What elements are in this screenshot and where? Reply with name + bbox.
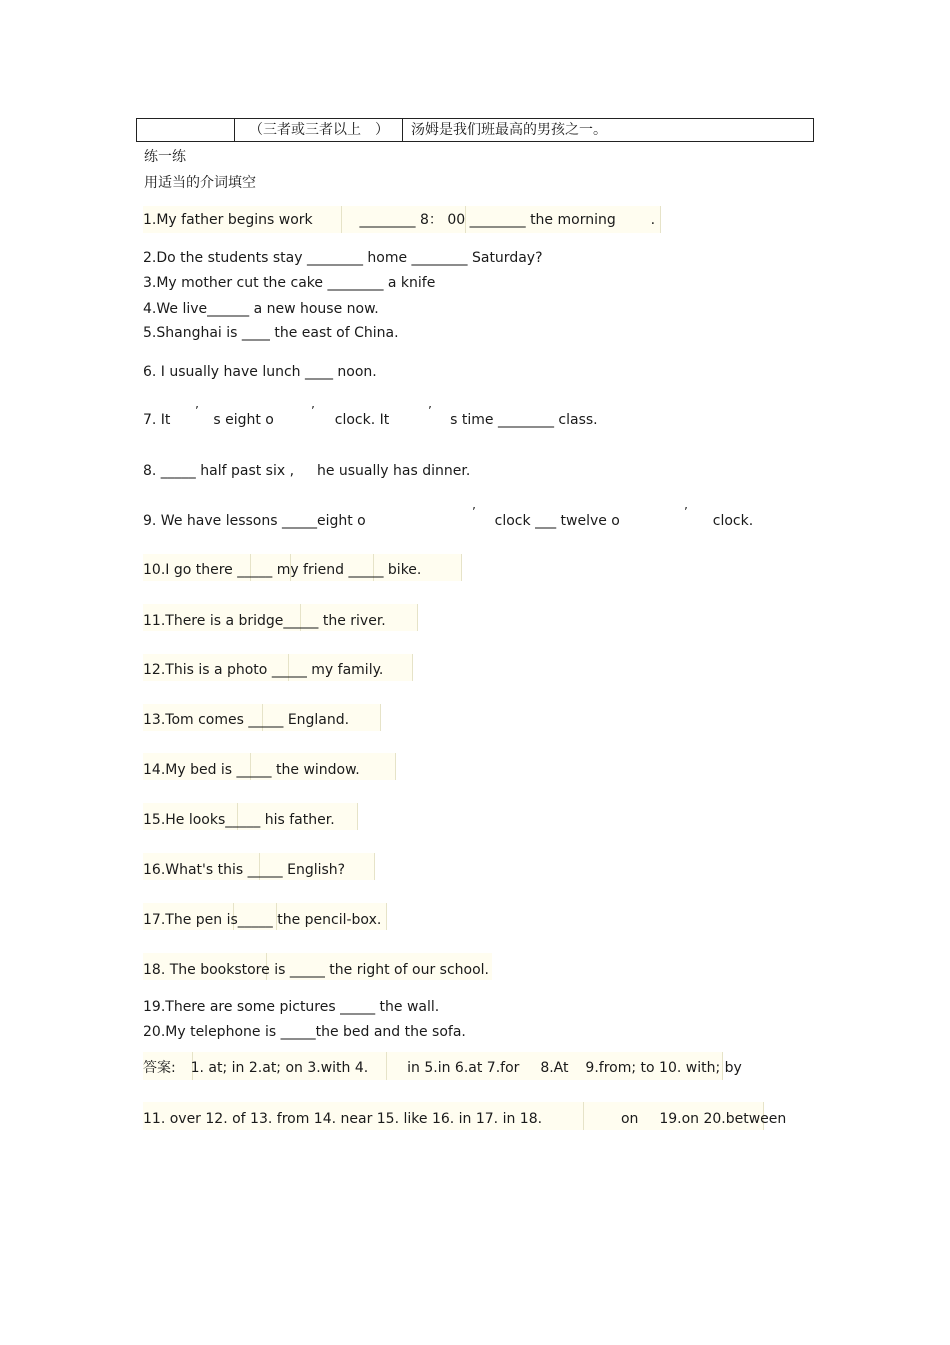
q18-part-b: is _____ the right of our school.: [274, 962, 489, 978]
question-18: [143, 961, 489, 979]
table-cell-1: [137, 119, 235, 141]
q13-part-a: 13.Tom comes _____: [143, 712, 284, 728]
question-10: [143, 561, 421, 579]
q17-part-b: the pencil-box.: [277, 912, 382, 928]
q18-part-a: 18. The bookstore: [143, 962, 270, 978]
q14-part-a: 14.My bed is _____: [143, 762, 272, 778]
section-title: 练一练: [144, 149, 186, 165]
question-14: [143, 761, 360, 779]
q16-part-a: 16.What's this _____: [143, 862, 283, 878]
table-cell-3: 汤姆是我们班最高的男孩之一。: [411, 122, 607, 138]
band-divider: [412, 654, 413, 681]
question-2: 2.Do the students stay ________ home ________ Saturday?: [143, 250, 543, 266]
band-divider: [386, 903, 387, 930]
question-12: [143, 661, 383, 679]
q16-part-b: English?: [287, 862, 346, 878]
q12-part-b: my family.: [311, 662, 384, 678]
q10-part-c: bike.: [387, 562, 422, 578]
answers-1-part-a: 1. at; in 2.at; on 3.with 4.: [190, 1060, 369, 1076]
band-divider: [357, 803, 358, 830]
question-15: [143, 811, 335, 829]
q1-part-a: 1.My father begins work: [143, 212, 313, 228]
q10-part-b: my friend _____: [276, 562, 384, 578]
question-11: [143, 612, 386, 630]
q13-part-b: England.: [287, 712, 350, 728]
q1-part-b: ________ 8： 00 ________ the morning: [359, 212, 616, 228]
q9-part-c: clock.: [712, 513, 754, 529]
q14-part-b: the window.: [276, 762, 360, 778]
question-3: 3.My mother cut the cake ________ a knife: [143, 275, 436, 291]
q12-part-a: 12.This is a photo _____: [143, 662, 307, 678]
answers-2-part-a: 11. over 12. of 13. from 14. near 15. like 16. in 17. in 18.: [143, 1111, 543, 1127]
table-cell-2: （三者或三者以上 ）: [235, 119, 403, 141]
apostrophe-mark: ’: [428, 404, 432, 418]
question-9: [143, 512, 753, 530]
question-19: 19.There are some pictures _____ the wall.: [143, 999, 440, 1015]
question-20: 20.My telephone is _____the bed and the sofa.: [143, 1024, 466, 1040]
question-17: [143, 911, 381, 929]
q7-part-a: 7. It: [143, 412, 171, 428]
q7-part-b: s eight o: [213, 412, 274, 428]
q15-part-a: 15.He looks_____: [143, 812, 261, 828]
question-5: 5.Shanghai is ____ the east of China.: [143, 325, 399, 341]
question-7: [143, 411, 598, 429]
q10-part-a: 10.I go there _____: [143, 562, 273, 578]
question-8: [143, 462, 470, 480]
q11-part-b: the river.: [322, 613, 386, 629]
answers-label: 答案:: [143, 1060, 176, 1076]
apostrophe-mark: ’: [472, 505, 476, 519]
q17-part-a: 17.The pen is_____: [143, 912, 273, 928]
answers-1-part-b: in 5.in 6.at 7.for: [407, 1060, 520, 1076]
band-divider: [374, 853, 375, 880]
answers-line-2: [143, 1110, 786, 1128]
question-16: [143, 861, 345, 879]
band-divider: [660, 206, 661, 233]
q1-part-c: .: [650, 212, 656, 228]
question-6: 6. I usually have lunch ____ noon.: [143, 364, 377, 380]
q15-part-b: his father.: [264, 812, 335, 828]
band-divider: [395, 753, 396, 780]
band-divider: [417, 604, 418, 631]
q9-part-a: 9. We have lessons _____eight o: [143, 513, 366, 529]
answers-line-1: [143, 1059, 742, 1077]
answers-1-part-d: 9.from; to 10. with; by: [585, 1060, 742, 1076]
q7-part-c: clock. It: [334, 412, 390, 428]
q9-part-b: clock ___ twelve o: [494, 513, 620, 529]
apostrophe-mark: ’: [195, 404, 199, 418]
answers-1-part-c: 8.At: [540, 1060, 569, 1076]
question-4: 4.We live______ a new house now.: [143, 301, 379, 317]
answers-2-part-c: 19.on 20.between: [659, 1111, 787, 1127]
apostrophe-mark: ’: [311, 404, 315, 418]
q7-part-d: s time ________ class.: [450, 412, 598, 428]
question-13: [143, 711, 349, 729]
grammar-table-row: [136, 118, 814, 142]
band-divider: [380, 704, 381, 731]
answers-2-part-b: on: [620, 1111, 639, 1127]
q11-part-a: 11.There is a bridge_____: [143, 613, 319, 629]
band-divider: [461, 554, 462, 581]
section-instruction: 用适当的介词填空: [144, 175, 256, 191]
apostrophe-mark: ’: [684, 505, 688, 519]
q8-part-a: 8. _____ half past six ,: [143, 463, 295, 479]
q8-part-b: he usually has dinner.: [316, 463, 471, 479]
question-1: [143, 211, 655, 229]
